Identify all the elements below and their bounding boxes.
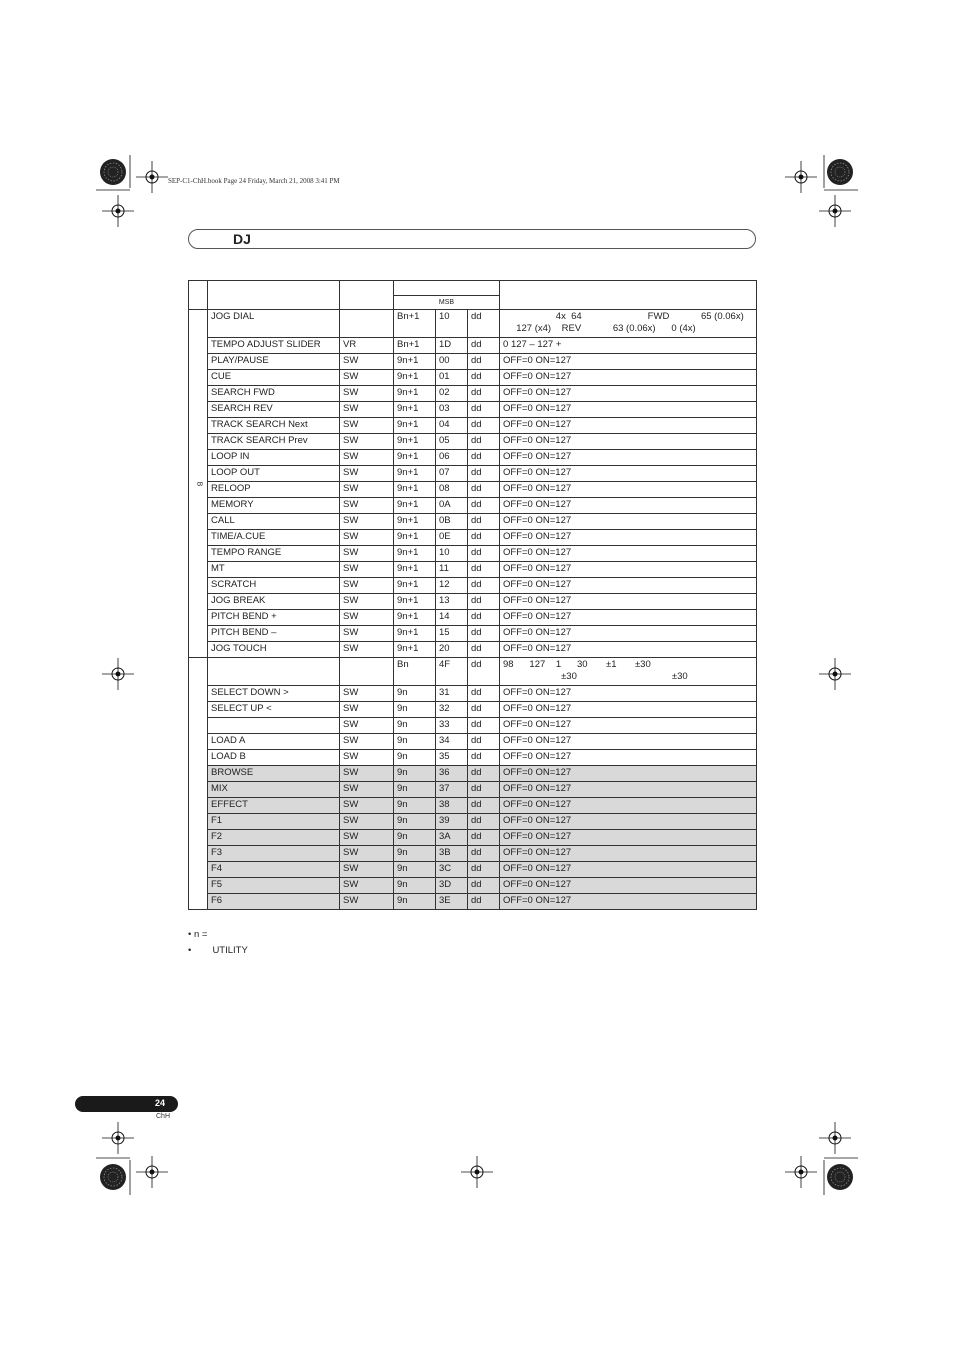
description-cell: OFF=0 ON=127 (500, 578, 757, 594)
footnote: • UTILITY (188, 945, 248, 956)
data-cell: dd (468, 386, 500, 402)
msb-cell: 06 (436, 450, 468, 466)
data-cell: dd (468, 610, 500, 626)
table-body (189, 310, 757, 910)
control-name-cell: TRACK SEARCH Next (208, 418, 340, 434)
msb-cell: 0E (436, 530, 468, 546)
description-cell: OFF=0 ON=127 (500, 498, 757, 514)
msb-cell: 10 (436, 546, 468, 562)
description-cell: OFF=0 ON=127 (500, 862, 757, 878)
status-cell: 9n (394, 766, 436, 782)
status-cell: 9n+1 (394, 434, 436, 450)
msb-cell: 12 (436, 578, 468, 594)
control-type-cell: SW (340, 626, 394, 642)
control-name-cell: SEARCH REV (208, 402, 340, 418)
data-cell: dd (468, 594, 500, 610)
data-cell: dd (468, 578, 500, 594)
description-cell: OFF=0 ON=127 (500, 830, 757, 846)
data-cell: dd (468, 370, 500, 386)
table-row (189, 530, 757, 546)
data-cell: dd (468, 862, 500, 878)
control-type-cell: SW (340, 434, 394, 450)
control-name-cell: F1 (208, 814, 340, 830)
description-cell: OFF=0 ON=127 (500, 514, 757, 530)
description-cell: OFF=0 ON=127 (500, 370, 757, 386)
description-cell: OFF=0 ON=127 (500, 594, 757, 610)
table-row (189, 482, 757, 498)
control-type-cell: SW (340, 450, 394, 466)
control-name-cell: RELOOP (208, 482, 340, 498)
description-cell: OFF=0 ON=127 (500, 530, 757, 546)
status-cell: 9n (394, 862, 436, 878)
description-cell: OFF=0 ON=127 (500, 894, 757, 910)
data-cell: dd (468, 530, 500, 546)
msb-cell: 10 (436, 310, 468, 338)
table-row (189, 814, 757, 830)
crop-mark-bottom-center-icon (461, 1156, 493, 1188)
group-label: B (194, 481, 202, 486)
status-cell: 9n+1 (394, 562, 436, 578)
control-name-cell: SELECT UP < (208, 702, 340, 718)
data-cell: dd (468, 626, 500, 642)
control-name-cell: JOG TOUCH (208, 642, 340, 658)
msb-cell: 39 (436, 814, 468, 830)
description-cell: OFF=0 ON=127 (500, 450, 757, 466)
description-cell: OFF=0 ON=127 (500, 750, 757, 766)
msb-cell: 38 (436, 798, 468, 814)
table-row (189, 894, 757, 910)
table-row (189, 830, 757, 846)
control-name-cell: MT (208, 562, 340, 578)
description-cell: OFF=0 ON=127 (500, 782, 757, 798)
status-cell: Bn+1 (394, 310, 436, 338)
msb-cell: 11 (436, 562, 468, 578)
description-cell: OFF=0 ON=127 (500, 402, 757, 418)
data-cell: dd (468, 402, 500, 418)
header-cell (394, 281, 500, 296)
data-cell: dd (468, 734, 500, 750)
status-cell: 9n (394, 734, 436, 750)
data-cell: dd (468, 658, 500, 686)
control-type-cell: SW (340, 418, 394, 434)
table-row (189, 466, 757, 482)
status-cell: 9n+1 (394, 578, 436, 594)
msb-cell: 04 (436, 418, 468, 434)
control-type-cell: SW (340, 354, 394, 370)
msb-cell: 31 (436, 686, 468, 702)
control-name-cell: PITCH BEND + (208, 610, 340, 626)
msb-cell: 01 (436, 370, 468, 386)
data-cell: dd (468, 482, 500, 498)
table-row (189, 434, 757, 450)
status-cell: 9n+1 (394, 626, 436, 642)
data-cell: dd (468, 310, 500, 338)
control-type-cell: SW (340, 498, 394, 514)
msb-cell: 0B (436, 514, 468, 530)
control-type-cell: SW (340, 546, 394, 562)
status-cell: 9n+1 (394, 418, 436, 434)
table-row (189, 766, 757, 782)
table-row (189, 418, 757, 434)
data-cell: dd (468, 766, 500, 782)
msb-cell: 3B (436, 846, 468, 862)
status-cell: 9n (394, 814, 436, 830)
control-name-cell: F3 (208, 846, 340, 862)
description-cell: 4x 64 FWD 65 (0.06x) 127 (x4) REV 63 (0.06x) 0 (4x) (500, 310, 757, 338)
status-cell: 9n+1 (394, 450, 436, 466)
status-cell: 9n (394, 894, 436, 910)
msb-cell: 14 (436, 610, 468, 626)
description-cell: OFF=0 ON=127 (500, 878, 757, 894)
description-cell: OFF=0 ON=127 (500, 718, 757, 734)
control-type-cell: SW (340, 562, 394, 578)
control-name-cell: CALL (208, 514, 340, 530)
msb-cell: 3C (436, 862, 468, 878)
control-type-cell: SW (340, 702, 394, 718)
control-type-cell: SW (340, 610, 394, 626)
msb-cell: 07 (436, 466, 468, 482)
table-row (189, 642, 757, 658)
data-cell: dd (468, 498, 500, 514)
control-type-cell: SW (340, 386, 394, 402)
table-row (189, 594, 757, 610)
table-row (189, 498, 757, 514)
data-cell: dd (468, 450, 500, 466)
status-cell: 9n+1 (394, 402, 436, 418)
msb-cell: 1D (436, 338, 468, 354)
control-name-cell: MIX (208, 782, 340, 798)
description-cell: OFF=0 ON=127 (500, 386, 757, 402)
table-row (189, 846, 757, 862)
control-name-cell: TIME/A.CUE (208, 530, 340, 546)
control-type-cell: SW (340, 734, 394, 750)
control-name-cell: TEMPO RANGE (208, 546, 340, 562)
header-cell (189, 281, 208, 310)
control-type-cell (340, 658, 394, 686)
table-row (189, 734, 757, 750)
msb-cell: 02 (436, 386, 468, 402)
page-language: ChH (156, 1113, 171, 1120)
table-row (189, 402, 757, 418)
control-name-cell: LOAD A (208, 734, 340, 750)
status-cell: 9n (394, 686, 436, 702)
file-info-header: SEP-C1-ChH.book Page 24 Friday, March 21, 2008 3:41 PM (168, 177, 340, 185)
data-cell: dd (468, 686, 500, 702)
control-name-cell: JOG BREAK (208, 594, 340, 610)
msb-cell: 33 (436, 718, 468, 734)
control-name-cell: SCRATCH (208, 578, 340, 594)
status-cell: 9n+1 (394, 530, 436, 546)
table-row (189, 370, 757, 386)
control-name-cell: F2 (208, 830, 340, 846)
data-cell: dd (468, 718, 500, 734)
data-cell: dd (468, 702, 500, 718)
msb-cell: 34 (436, 734, 468, 750)
description-cell: OFF=0 ON=127 (500, 798, 757, 814)
crop-mark-top-right-icon (785, 155, 858, 227)
status-cell: 9n+1 (394, 498, 436, 514)
status-cell: 9n (394, 718, 436, 734)
description-cell: 98 127 1 30 ±1 ±30 ±30 ±30 (500, 658, 757, 686)
data-cell: dd (468, 750, 500, 766)
control-name-cell: LOOP OUT (208, 466, 340, 482)
control-name-cell: SELECT DOWN > (208, 686, 340, 702)
description-cell: OFF=0 ON=127 (500, 686, 757, 702)
control-type-cell: SW (340, 830, 394, 846)
control-type-cell: SW (340, 766, 394, 782)
table-row (189, 686, 757, 702)
control-name-cell: LOAD B (208, 750, 340, 766)
data-cell: dd (468, 338, 500, 354)
description-cell: OFF=0 ON=127 (500, 626, 757, 642)
status-cell: 9n+1 (394, 546, 436, 562)
control-name-cell (208, 718, 340, 734)
control-type-cell: SW (340, 798, 394, 814)
data-cell: dd (468, 894, 500, 910)
crop-mark-mid-left-icon (102, 658, 134, 690)
control-name-cell: SEARCH FWD (208, 386, 340, 402)
status-cell: 9n+1 (394, 386, 436, 402)
description-cell: OFF=0 ON=127 (500, 354, 757, 370)
control-type-cell: SW (340, 878, 394, 894)
control-name-cell: PLAY/PAUSE (208, 354, 340, 370)
msb-cell: 3D (436, 878, 468, 894)
section-header (188, 229, 756, 249)
control-type-cell: SW (340, 862, 394, 878)
msb-cell: 4F (436, 658, 468, 686)
control-type-cell: SW (340, 814, 394, 830)
control-name-cell: LOOP IN (208, 450, 340, 466)
msb-cell: 3A (436, 830, 468, 846)
control-type-cell: SW (340, 594, 394, 610)
description-cell: 0 127 – 127 + (500, 338, 757, 354)
data-cell: dd (468, 418, 500, 434)
description-cell: OFF=0 ON=127 (500, 466, 757, 482)
control-type-cell: SW (340, 718, 394, 734)
control-type-cell: SW (340, 370, 394, 386)
status-cell: 9n (394, 878, 436, 894)
status-cell: 9n+1 (394, 466, 436, 482)
table-row (189, 514, 757, 530)
group-label-cell (189, 658, 208, 910)
description-cell: OFF=0 ON=127 (500, 766, 757, 782)
header-cell (500, 281, 757, 310)
footnote: • n = (188, 929, 208, 940)
data-cell: dd (468, 814, 500, 830)
data-cell: dd (468, 466, 500, 482)
data-cell: dd (468, 846, 500, 862)
status-cell: 9n (394, 846, 436, 862)
table-row (189, 578, 757, 594)
control-type-cell: SW (340, 894, 394, 910)
data-cell: dd (468, 798, 500, 814)
status-cell: 9n+1 (394, 514, 436, 530)
control-type-cell: SW (340, 482, 394, 498)
status-cell: 9n (394, 782, 436, 798)
table-row (189, 354, 757, 370)
msb-cell: 3E (436, 894, 468, 910)
control-type-cell: SW (340, 514, 394, 530)
header-cell (340, 281, 394, 310)
status-cell: 9n+1 (394, 354, 436, 370)
control-name-cell (208, 658, 340, 686)
control-name-cell: F5 (208, 878, 340, 894)
data-cell: dd (468, 782, 500, 798)
msb-cell: 08 (436, 482, 468, 498)
status-cell: Bn (394, 658, 436, 686)
description-cell: OFF=0 ON=127 (500, 434, 757, 450)
footnotes (188, 927, 248, 959)
crop-mark-bottom-left-icon (96, 1122, 168, 1195)
section-title: DJ (233, 231, 251, 247)
table-row (189, 562, 757, 578)
table-row (189, 338, 757, 354)
data-cell: dd (468, 514, 500, 530)
status-cell: 9n (394, 798, 436, 814)
control-name-cell: JOG DIAL (208, 310, 340, 338)
data-cell: dd (468, 562, 500, 578)
table-row (189, 546, 757, 562)
description-cell: OFF=0 ON=127 (500, 814, 757, 830)
crop-mark-bottom-right-icon (785, 1122, 858, 1195)
crop-mark-top-left-icon (96, 155, 168, 227)
midi-message-table (188, 280, 757, 910)
description-cell: OFF=0 ON=127 (500, 642, 757, 658)
msb-cell: 20 (436, 642, 468, 658)
description-cell: OFF=0 ON=127 (500, 846, 757, 862)
data-cell: dd (468, 830, 500, 846)
control-name-cell: BROWSE (208, 766, 340, 782)
control-type-cell (340, 310, 394, 338)
description-cell: OFF=0 ON=127 (500, 482, 757, 498)
control-type-cell: SW (340, 402, 394, 418)
table-row (189, 626, 757, 642)
table-row (189, 702, 757, 718)
control-name-cell: TEMPO ADJUST SLIDER (208, 338, 340, 354)
table-header-row (189, 281, 757, 296)
table-row (189, 310, 757, 338)
control-type-cell: SW (340, 466, 394, 482)
table-row (189, 450, 757, 466)
header-cell (208, 281, 340, 310)
msb-cell: 37 (436, 782, 468, 798)
description-cell: OFF=0 ON=127 (500, 610, 757, 626)
control-name-cell: CUE (208, 370, 340, 386)
status-cell: 9n+1 (394, 482, 436, 498)
control-type-cell: SW (340, 750, 394, 766)
control-name-cell: EFFECT (208, 798, 340, 814)
table-row (189, 878, 757, 894)
page-number: 24 (155, 1098, 166, 1108)
control-type-cell: SW (340, 846, 394, 862)
msb-cell: 03 (436, 402, 468, 418)
table-row (189, 782, 757, 798)
description-cell: OFF=0 ON=127 (500, 546, 757, 562)
control-name-cell: MEMORY (208, 498, 340, 514)
status-cell: 9n+1 (394, 594, 436, 610)
control-name-cell: F4 (208, 862, 340, 878)
status-cell: 9n (394, 830, 436, 846)
control-name-cell: F6 (208, 894, 340, 910)
control-type-cell: VR (340, 338, 394, 354)
status-cell: 9n (394, 750, 436, 766)
data-cell: dd (468, 642, 500, 658)
status-cell: 9n+1 (394, 370, 436, 386)
msb-cell: 0A (436, 498, 468, 514)
description-cell: OFF=0 ON=127 (500, 562, 757, 578)
description-cell: OFF=0 ON=127 (500, 702, 757, 718)
msb-cell: 15 (436, 626, 468, 642)
control-type-cell: SW (340, 686, 394, 702)
table-row (189, 658, 757, 686)
description-cell: OFF=0 ON=127 (500, 418, 757, 434)
status-cell: Bn+1 (394, 338, 436, 354)
table-row (189, 798, 757, 814)
data-cell: dd (468, 354, 500, 370)
table-row (189, 718, 757, 734)
data-cell: dd (468, 878, 500, 894)
table-row (189, 386, 757, 402)
msb-cell: 32 (436, 702, 468, 718)
control-type-cell: SW (340, 782, 394, 798)
control-name-cell: PITCH BEND – (208, 626, 340, 642)
msb-cell: 05 (436, 434, 468, 450)
status-cell: 9n+1 (394, 642, 436, 658)
status-cell: 9n+1 (394, 610, 436, 626)
data-cell: dd (468, 434, 500, 450)
table-row (189, 750, 757, 766)
control-type-cell: SW (340, 578, 394, 594)
crop-mark-mid-right-icon (819, 658, 851, 690)
msb-cell: 00 (436, 354, 468, 370)
table-row (189, 610, 757, 626)
status-cell: 9n (394, 702, 436, 718)
control-type-cell: SW (340, 642, 394, 658)
msb-cell: 35 (436, 750, 468, 766)
table-row (189, 862, 757, 878)
description-cell: OFF=0 ON=127 (500, 734, 757, 750)
control-name-cell: TRACK SEARCH Prev (208, 434, 340, 450)
msb-cell: 13 (436, 594, 468, 610)
control-type-cell: SW (340, 530, 394, 546)
group-label-cell (189, 310, 208, 658)
msb-header: MSB (394, 296, 500, 310)
msb-cell: 36 (436, 766, 468, 782)
data-cell: dd (468, 546, 500, 562)
